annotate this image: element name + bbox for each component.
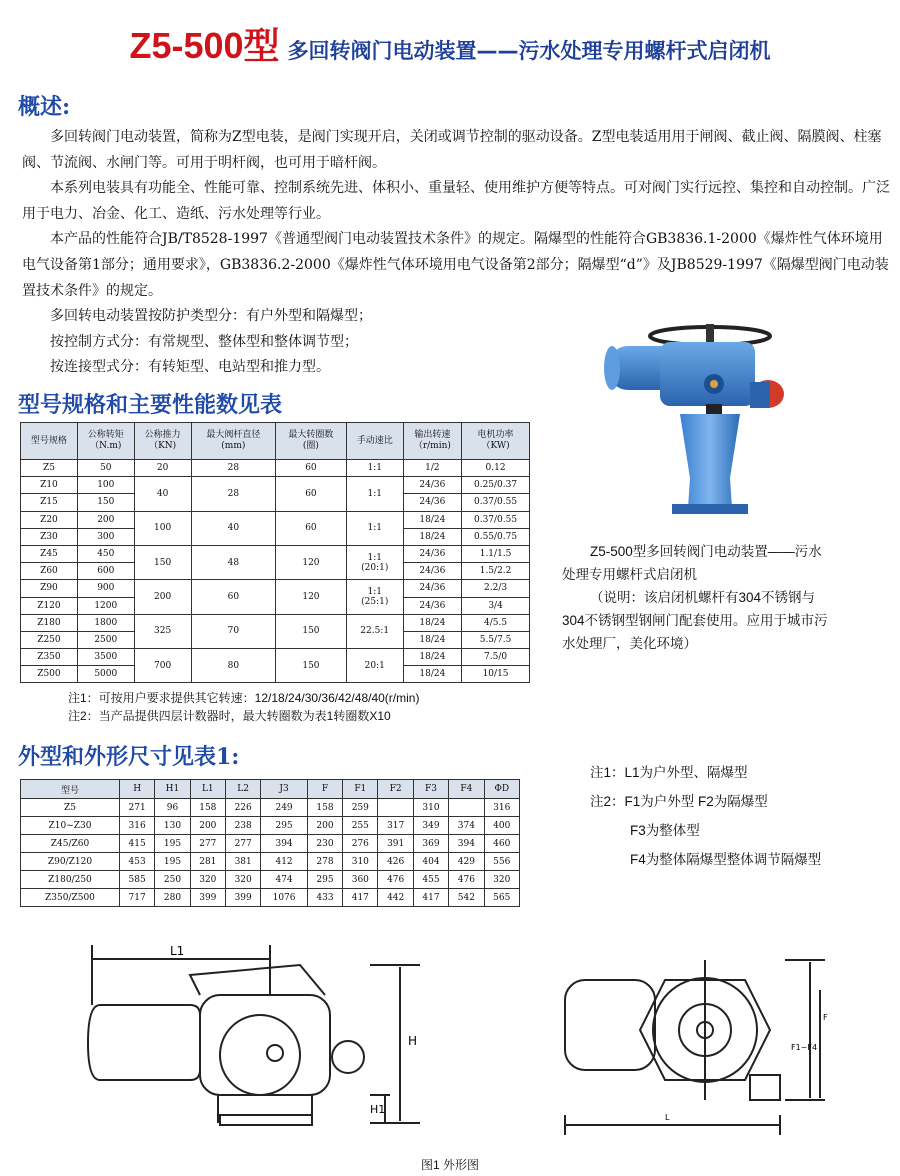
product-photo bbox=[600, 318, 810, 528]
overview-paragraph: 多回转电动装置按防护类型分：有户外型和隔爆型； bbox=[50, 308, 372, 325]
table-cell: 399 bbox=[190, 889, 225, 907]
table-row bbox=[21, 511, 530, 528]
table-cell: 200 bbox=[77, 511, 134, 528]
table-cell: 394 bbox=[261, 835, 307, 853]
table-cell: 1/2 bbox=[403, 460, 461, 477]
table-cell: Z120 bbox=[21, 597, 78, 614]
table-cell: 349 bbox=[413, 817, 448, 835]
column-header: L2 bbox=[225, 780, 260, 799]
table-cell: 3500 bbox=[77, 649, 134, 666]
table-cell: 249 bbox=[261, 799, 307, 817]
table-header-row bbox=[21, 780, 520, 799]
table-cell bbox=[449, 799, 484, 817]
table-cell: 415 bbox=[119, 835, 154, 853]
table-cell: 394 bbox=[449, 835, 484, 853]
photo-caption bbox=[562, 540, 892, 655]
table-cell: 700 bbox=[134, 649, 191, 683]
table-cell: 400 bbox=[484, 817, 519, 835]
table-cell: 200 bbox=[134, 580, 191, 614]
spec-heading: 型号规格和主要性能数见表 bbox=[18, 392, 283, 418]
table-cell: 18/24 bbox=[403, 666, 461, 683]
dims-table bbox=[20, 779, 520, 907]
spec-table bbox=[20, 422, 530, 683]
table-cell: 1.1/1.5 bbox=[462, 545, 530, 562]
column-header: H1 bbox=[155, 780, 190, 799]
dims-note: 注2：F1为户外型 F2为隔爆型 bbox=[590, 794, 768, 809]
table-cell: 1:1 bbox=[346, 477, 403, 511]
overview-paragraph: 按连接型式分：有转矩型、电站型和推力型。 bbox=[50, 359, 330, 376]
table-cell: 18/24 bbox=[403, 631, 461, 648]
product-subtitle: 多回转阀门电动装置——污水处理专用螺杆式启闭机 bbox=[287, 39, 771, 63]
dims-note: F3为整体型 bbox=[630, 823, 700, 838]
table-row bbox=[21, 853, 520, 871]
column-header: 手动速比 bbox=[346, 423, 403, 460]
table-cell: 24/36 bbox=[403, 563, 461, 580]
table-cell: 3/4 bbox=[462, 597, 530, 614]
table-cell: 399 bbox=[225, 889, 260, 907]
column-header: 型号规格 bbox=[21, 423, 78, 460]
column-header: F1 bbox=[343, 780, 378, 799]
table-cell: 60 bbox=[276, 477, 347, 511]
table-cell: 22.5:1 bbox=[346, 614, 403, 648]
table-row bbox=[21, 871, 520, 889]
table-row bbox=[21, 477, 530, 494]
table-cell: 158 bbox=[190, 799, 225, 817]
table-cell: 381 bbox=[225, 853, 260, 871]
table-cell: 200 bbox=[307, 817, 342, 835]
table-cell: 556 bbox=[484, 853, 519, 871]
table-cell: 369 bbox=[413, 835, 448, 853]
table-cell: Z30 bbox=[21, 528, 78, 545]
model-title: Z5-500型 bbox=[129, 25, 280, 66]
table-cell: 24/36 bbox=[403, 545, 461, 562]
dim-label-l1: L1 bbox=[170, 944, 185, 958]
page-title bbox=[0, 18, 900, 69]
table-cell: Z45/Z60 bbox=[21, 835, 120, 853]
caption-line: 304不锈钢型钢闸门配套使用。应用于城市污 bbox=[562, 613, 828, 628]
table-cell: Z5 bbox=[21, 799, 120, 817]
table-cell: 18/24 bbox=[403, 511, 461, 528]
table-cell: 0.25/0.37 bbox=[462, 477, 530, 494]
table-cell: 277 bbox=[225, 835, 260, 853]
table-cell: 200 bbox=[190, 817, 225, 835]
table-cell: Z10~Z30 bbox=[21, 817, 120, 835]
table-cell: 150 bbox=[134, 545, 191, 579]
table-cell: 281 bbox=[190, 853, 225, 871]
table-cell: 374 bbox=[449, 817, 484, 835]
table-cell: 433 bbox=[307, 889, 342, 907]
table-cell: 158 bbox=[307, 799, 342, 817]
table-cell: 0.37/0.55 bbox=[462, 511, 530, 528]
column-header: F bbox=[307, 780, 342, 799]
table-cell: 1076 bbox=[261, 889, 307, 907]
table-row bbox=[21, 817, 520, 835]
column-header: F3 bbox=[413, 780, 448, 799]
table-cell: 0.37/0.55 bbox=[462, 494, 530, 511]
table-row bbox=[21, 580, 530, 597]
table-cell: 130 bbox=[155, 817, 190, 835]
table-cell: 259 bbox=[343, 799, 378, 817]
column-header: 型号 bbox=[21, 780, 120, 799]
table-cell: 120 bbox=[276, 545, 347, 579]
table-cell: 10/15 bbox=[462, 666, 530, 683]
table-cell: 150 bbox=[77, 494, 134, 511]
table-cell: 40 bbox=[134, 477, 191, 511]
table-row bbox=[21, 835, 520, 853]
table-cell: 60 bbox=[276, 460, 347, 477]
table-cell: 70 bbox=[191, 614, 276, 648]
table-cell: 18/24 bbox=[403, 649, 461, 666]
table-cell: Z180 bbox=[21, 614, 78, 631]
table-cell: 450 bbox=[77, 545, 134, 562]
table-cell: 417 bbox=[413, 889, 448, 907]
dim-label-f: F bbox=[823, 1013, 828, 1022]
table-cell: 50 bbox=[77, 460, 134, 477]
table-cell: 280 bbox=[155, 889, 190, 907]
table-cell: 1800 bbox=[77, 614, 134, 631]
table-cell: 476 bbox=[449, 871, 484, 889]
table-cell: 295 bbox=[261, 817, 307, 835]
table-cell: 455 bbox=[413, 871, 448, 889]
dims-notes bbox=[590, 758, 890, 874]
overview-heading: 概述: bbox=[18, 94, 71, 120]
table-cell: 542 bbox=[449, 889, 484, 907]
table-cell: 310 bbox=[413, 799, 448, 817]
table-row bbox=[21, 799, 520, 817]
table-cell: 900 bbox=[77, 580, 134, 597]
table-cell: 320 bbox=[484, 871, 519, 889]
caption-line: 水处理厂，美化环境） bbox=[562, 636, 697, 651]
table-note: 注2：当产品提供四层计数器时，最大转圈数为表1转圈数X10 bbox=[68, 709, 391, 723]
column-header: 输出转速 （r/min) bbox=[403, 423, 461, 460]
table-cell: 96 bbox=[155, 799, 190, 817]
figure-caption: 图1 外形图 bbox=[420, 1158, 479, 1172]
table-cell: 28 bbox=[191, 460, 276, 477]
table-cell: Z500 bbox=[21, 666, 78, 683]
table-cell: 2500 bbox=[77, 631, 134, 648]
column-header: F4 bbox=[449, 780, 484, 799]
table-cell: 271 bbox=[119, 799, 154, 817]
column-header: ΦD bbox=[484, 780, 519, 799]
overview-paragraph: 本产品的性能符合JB/T8528-1997《普通型阀门电动装置技术条件》的规定。隔爆型的性能符合GB3836.1-2000《爆炸性气体环境用电气设备第1部分；通用要求》，GB3836.2-2000《爆炸性气体环境用电气设备第2部分；隔爆型“d”》及JB8529-1997《隔爆型阀门电动装置技术条件》的规定。 bbox=[22, 231, 889, 299]
table-cell: Z90 bbox=[21, 580, 78, 597]
table-row bbox=[21, 614, 530, 631]
table-cell: 460 bbox=[484, 835, 519, 853]
dim-label-f1f4: F1~F4 bbox=[791, 1043, 818, 1052]
table-cell: 24/36 bbox=[403, 580, 461, 597]
dims-note: 注1：L1为户外型、隔爆型 bbox=[590, 765, 748, 780]
table-row bbox=[21, 649, 530, 666]
table-cell: 18/24 bbox=[403, 614, 461, 631]
table-row bbox=[21, 545, 530, 562]
table-cell: 278 bbox=[307, 853, 342, 871]
table-cell: Z350 bbox=[21, 649, 78, 666]
table-cell: 230 bbox=[307, 835, 342, 853]
table-cell: 195 bbox=[155, 853, 190, 871]
table-cell: 238 bbox=[225, 817, 260, 835]
column-header: J3 bbox=[261, 780, 307, 799]
table-cell: 7.5/0 bbox=[462, 649, 530, 666]
outline-drawing-top bbox=[555, 950, 845, 1150]
table-cell: Z90/Z120 bbox=[21, 853, 120, 871]
table-cell: 100 bbox=[134, 511, 191, 545]
table-cell: 4/5.5 bbox=[462, 614, 530, 631]
table-header-row bbox=[21, 423, 530, 460]
table-cell: Z60 bbox=[21, 563, 78, 580]
table-cell: 250 bbox=[155, 871, 190, 889]
table-cell: 1:1 bbox=[346, 511, 403, 545]
table-cell: 1:1 (20:1) bbox=[346, 545, 403, 579]
table-cell: Z350/Z500 bbox=[21, 889, 120, 907]
table-cell: 391 bbox=[378, 835, 413, 853]
dims-heading: 外型和外形尺寸见表1: bbox=[18, 744, 240, 770]
table-cell: 1.5/2.2 bbox=[462, 563, 530, 580]
caption-line: 处理专用螺杆式启闭机 bbox=[562, 567, 697, 582]
table-cell: 48 bbox=[191, 545, 276, 579]
table-cell: 100 bbox=[77, 477, 134, 494]
column-header: F2 bbox=[378, 780, 413, 799]
table-cell: 600 bbox=[77, 563, 134, 580]
table-cell: 404 bbox=[413, 853, 448, 871]
table-cell: 320 bbox=[190, 871, 225, 889]
table-cell: 5.5/7.5 bbox=[462, 631, 530, 648]
table-cell: 320 bbox=[225, 871, 260, 889]
table-cell: Z20 bbox=[21, 511, 78, 528]
table-cell: 565 bbox=[484, 889, 519, 907]
column-header: 最大转圈数 (圈) bbox=[276, 423, 347, 460]
column-header: 公称推力 （KN) bbox=[134, 423, 191, 460]
table-cell: 277 bbox=[190, 835, 225, 853]
table-cell: Z15 bbox=[21, 494, 78, 511]
outline-drawing-side bbox=[70, 935, 450, 1150]
table-cell: 24/36 bbox=[403, 597, 461, 614]
table-cell: 0.12 bbox=[462, 460, 530, 477]
table-cell: 80 bbox=[191, 649, 276, 683]
overview-paragraph: 本系列电装具有功能全、性能可靠、控制系统先进、体积小、重量轻、使用维护方便等特点。可对阀门实行远控、集控和自动控制。广泛用于电力、冶金、化工、造纸、污水处理等行业。 bbox=[22, 180, 890, 222]
table-cell: 255 bbox=[343, 817, 378, 835]
table-cell: 316 bbox=[119, 817, 154, 835]
table-cell: 24/36 bbox=[403, 477, 461, 494]
column-header: 电机功率 （KW) bbox=[462, 423, 530, 460]
table-cell: 20:1 bbox=[346, 649, 403, 683]
dim-label-h1: H1 bbox=[370, 1103, 386, 1116]
caption-line: Z5-500型多回转阀门电动装置——污水 bbox=[590, 544, 822, 559]
table-cell bbox=[378, 799, 413, 817]
table-cell: Z10 bbox=[21, 477, 78, 494]
table-cell: 316 bbox=[484, 799, 519, 817]
table-cell: Z5 bbox=[21, 460, 78, 477]
table-cell: 195 bbox=[155, 835, 190, 853]
table-cell: 453 bbox=[119, 853, 154, 871]
column-header: 公称转矩 （N.m) bbox=[77, 423, 134, 460]
table-cell: 1200 bbox=[77, 597, 134, 614]
table-cell: 325 bbox=[134, 614, 191, 648]
table-cell: 24/36 bbox=[403, 494, 461, 511]
table-cell: 474 bbox=[261, 871, 307, 889]
dim-label-h: H bbox=[408, 1034, 418, 1048]
table-cell: 18/24 bbox=[403, 528, 461, 545]
table-cell: 150 bbox=[276, 614, 347, 648]
table-cell: 60 bbox=[276, 511, 347, 545]
table-cell: 60 bbox=[191, 580, 276, 614]
table-cell: 150 bbox=[276, 649, 347, 683]
table-cell: 412 bbox=[261, 853, 307, 871]
overview-paragraph: 按控制方式分：有常规型、整体型和整体调节型； bbox=[50, 333, 358, 350]
table-cell: 429 bbox=[449, 853, 484, 871]
table-cell: 310 bbox=[343, 853, 378, 871]
column-header: 最大阀杆直径 (mm) bbox=[191, 423, 276, 460]
overview-paragraph: 多回转阀门电动装置，简称为Z型电装，是阀门实现开启，关闭或调节控制的驱动设备。Z型电装适用用于闸阀、截止阀、隔膜阀、柱塞阀、节流阀、水闸门等。可用于明杆阀，也可用于暗杆阀。 bbox=[22, 129, 882, 171]
table-cell: 120 bbox=[276, 580, 347, 614]
table-cell: 40 bbox=[191, 511, 276, 545]
table-cell: 317 bbox=[378, 817, 413, 835]
dims-note: F4为整体隔爆型整体调节隔爆型 bbox=[630, 852, 822, 867]
table-cell: 1:1 (25:1) bbox=[346, 580, 403, 614]
table-note: 注1：可按用户要求提供其它转速：12/18/24/30/36/42/48/40(r/min) bbox=[68, 691, 420, 705]
table-cell: 2.2/3 bbox=[462, 580, 530, 597]
column-header: H bbox=[119, 780, 154, 799]
caption-line: （说明：该启闭机螺杆有304不锈钢与 bbox=[590, 590, 816, 605]
table-cell: 360 bbox=[343, 871, 378, 889]
table-cell: 0.55/0.75 bbox=[462, 528, 530, 545]
column-header: L1 bbox=[190, 780, 225, 799]
table-cell: 476 bbox=[378, 871, 413, 889]
table-cell: 717 bbox=[119, 889, 154, 907]
table-cell: 295 bbox=[307, 871, 342, 889]
dim-label-l: L bbox=[665, 1113, 670, 1122]
table-cell: 5000 bbox=[77, 666, 134, 683]
table-cell: 226 bbox=[225, 799, 260, 817]
table-cell: 276 bbox=[343, 835, 378, 853]
table-cell: 442 bbox=[378, 889, 413, 907]
table-cell: Z180/250 bbox=[21, 871, 120, 889]
table-cell: 1:1 bbox=[346, 460, 403, 477]
table-row bbox=[21, 460, 530, 477]
table-row bbox=[21, 889, 520, 907]
table-cell: 28 bbox=[191, 477, 276, 511]
table-cell: 585 bbox=[119, 871, 154, 889]
table-cell: 20 bbox=[134, 460, 191, 477]
table-cell: 426 bbox=[378, 853, 413, 871]
table-cell: Z250 bbox=[21, 631, 78, 648]
table-cell: 417 bbox=[343, 889, 378, 907]
table-cell: Z45 bbox=[21, 545, 78, 562]
table-cell: 300 bbox=[77, 528, 134, 545]
